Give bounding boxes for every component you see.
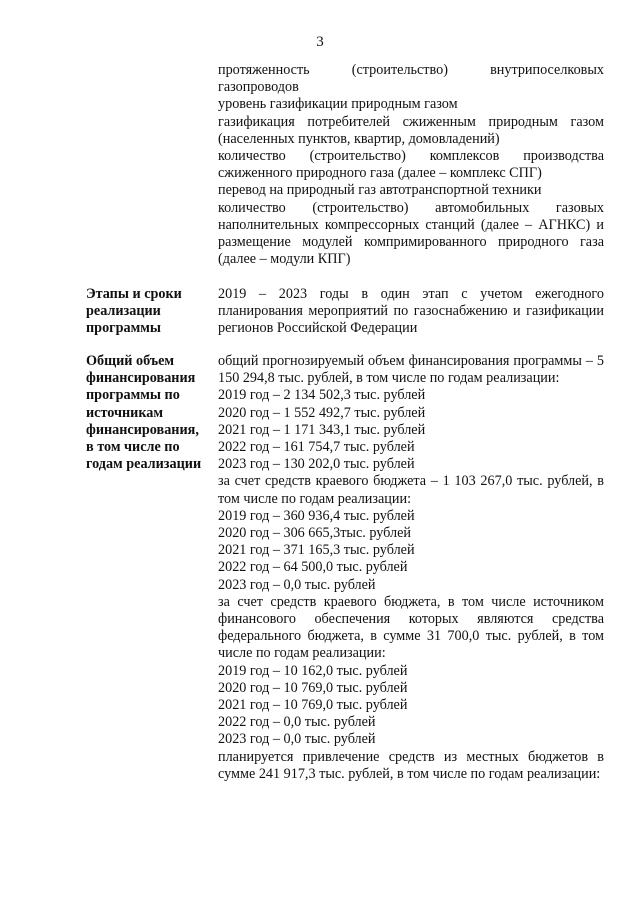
indicators-list — [218, 62, 604, 268]
indicator-item: протяженность (строительство) внутрипоселковых газопроводов — [218, 62, 604, 96]
financing-year-line: 2023 год – 0,0 тыс. рублей — [218, 731, 376, 748]
financing-details — [218, 353, 604, 783]
indicator-item: перевод на природный газ автотранспортной техники — [218, 182, 542, 199]
financing-year-line: 2023 год – 0,0 тыс. рублей — [218, 576, 376, 593]
indicator-item: уровень газификации природным газом — [218, 96, 458, 113]
page-number: 3 — [316, 34, 324, 50]
financing-year-line: 2019 год – 10 162,0 тыс. рублей — [218, 662, 408, 679]
financing-year-line: 2019 год – 360 936,4 тыс. рублей — [218, 507, 415, 524]
financing-year-line: 2023 год – 130 202,0 тыс. рублей — [218, 456, 415, 473]
financing-local-text: планируется привлечение средств из местных бюджетов в сумме 241 917,3 тыс. рублей, в том числе по годам реализации: — [218, 748, 604, 782]
financing-regional-text: за счет средств краевого бюджета – 1 103 267,0 тыс. рублей, в том числе по годам реализации: — [218, 473, 604, 507]
financing-federal-text: за счет средств краевого бюджета, в том числе источником финансового обеспечения которых являются средства федерального бюджета, в сумме 31 700,0 тыс. рублей, в том числе по годам реализации: — [218, 593, 604, 662]
financing-year-line: 2022 год – 64 500,0 тыс. рублей — [218, 559, 408, 576]
stages-text-block — [218, 286, 604, 338]
financing-year-line: 2019 год – 2 134 502,3 тыс. рублей — [218, 387, 426, 404]
indicator-item: количество (строительство) автомобильных газовых наполнительных компрессорных станций (далее – АГНКС) и размещение модулей компримированного природного газа (далее – модули КПГ) — [218, 199, 604, 268]
indicator-item: газификация потребителей сжиженным природным газом (населенных пунктов, квартир, домовладений) — [218, 113, 604, 147]
financing-label: Общий объем финансирования программы по источникам финансирования, в том числе по годам реализации — [86, 353, 202, 473]
stages-text: 2019 – 2023 годы в один этап с учетом ежегодного планирования мероприятий по газоснабжению и газификации регионов Российской Федерации — [218, 286, 604, 337]
stages-label: Этапы и сроки реализации программы — [86, 286, 182, 337]
financing-year-line: 2021 год – 371 165,3 тыс. рублей — [218, 542, 415, 559]
financing-year-line: 2020 год – 1 552 492,7 тыс. рублей — [218, 404, 426, 421]
financing-year-line: 2020 год – 10 769,0 тыс. рублей — [218, 679, 408, 696]
indicator-item: количество (строительство) комплексов производства сжиженного природного газа (далее – комплекс СПГ) — [218, 148, 604, 182]
financing-year-line: 2022 год – 161 754,7 тыс. рублей — [218, 439, 415, 456]
financing-year-line: 2022 год – 0,0 тыс. рублей — [218, 714, 376, 731]
financing-year-line: 2020 год – 306 665,3тыс. рублей — [218, 525, 411, 542]
financing-total-text: общий прогнозируемый объем финансирования программы – 5 150 294,8 тыс. рублей, в том числе по годам реализации: — [218, 353, 604, 387]
financing-year-line: 2021 год – 1 171 343,1 тыс. рублей — [218, 421, 426, 438]
financing-year-line: 2021 год – 10 769,0 тыс. рублей — [218, 697, 408, 714]
